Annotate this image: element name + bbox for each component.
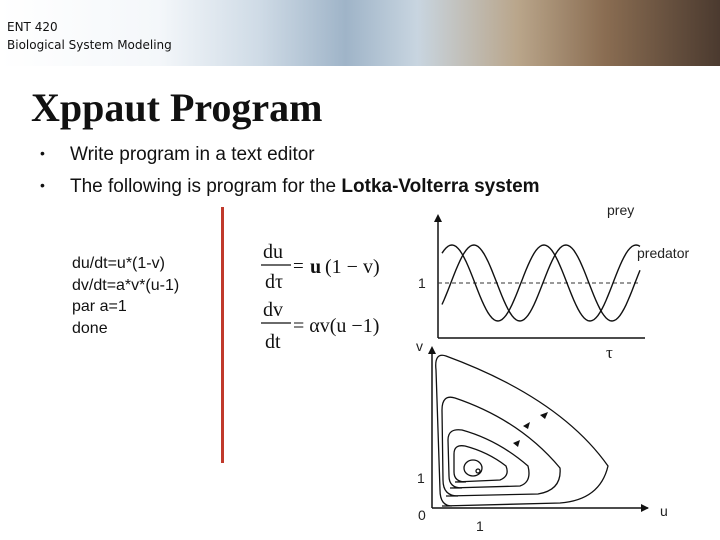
course-code: ENT 420 <box>7 20 58 34</box>
code-line: done <box>72 319 108 337</box>
v-tick-label: 1 <box>417 470 425 486</box>
eq1-rhs-bold: u <box>310 256 322 278</box>
orbit-arrow-icon <box>540 412 548 419</box>
orbit-medium <box>448 430 529 488</box>
eq1-equals: = <box>293 256 304 277</box>
slide-title: Xppaut Program <box>31 85 323 130</box>
eq1-denominator: dτ <box>265 271 284 293</box>
code-line: du/dt=u*(1-v) <box>72 255 165 272</box>
v-axis-arrow-icon <box>428 346 436 354</box>
bullet-text: The following is program for the <box>70 176 342 197</box>
eq2-rhs: = αv(u −1) <box>293 315 380 337</box>
code-line: dv/dt=a*v*(u-1) <box>72 276 180 294</box>
eq2-denominator: dt <box>265 331 281 353</box>
bullet-bold-text: Lotka-Volterra system <box>341 176 540 197</box>
u-axis-label: u <box>660 503 668 519</box>
eq1-rhs: (1 − v) <box>325 256 380 278</box>
bullet-icon: • <box>40 145 45 161</box>
bullet-icon: • <box>40 177 45 193</box>
orbit-arrow-icon <box>513 440 520 447</box>
predator-label: predator <box>637 245 690 261</box>
orbit-innermost <box>464 460 482 476</box>
time-axis-arrow-icon <box>434 214 442 222</box>
v-axis-label: v <box>416 338 423 354</box>
origin-label: 0 <box>418 507 426 523</box>
orbit-outer <box>436 355 608 506</box>
u-tick-label: 1 <box>476 518 484 534</box>
tau-label: τ <box>606 343 613 362</box>
prey-curve <box>442 245 640 321</box>
bullet-text: Write program in a text editor <box>70 144 315 165</box>
orbit-arrow-icon <box>523 422 530 429</box>
predator-curve <box>442 245 640 321</box>
equilibrium-point <box>476 469 480 473</box>
prey-label: prey <box>607 202 635 218</box>
course-name: Biological System Modeling <box>7 38 172 52</box>
eq1-numerator: du <box>263 241 283 263</box>
eq2-numerator: dv <box>263 299 283 321</box>
level-label: 1 <box>418 275 426 291</box>
code-line: par a=1 <box>72 298 127 315</box>
u-axis-arrow-icon <box>641 504 649 512</box>
